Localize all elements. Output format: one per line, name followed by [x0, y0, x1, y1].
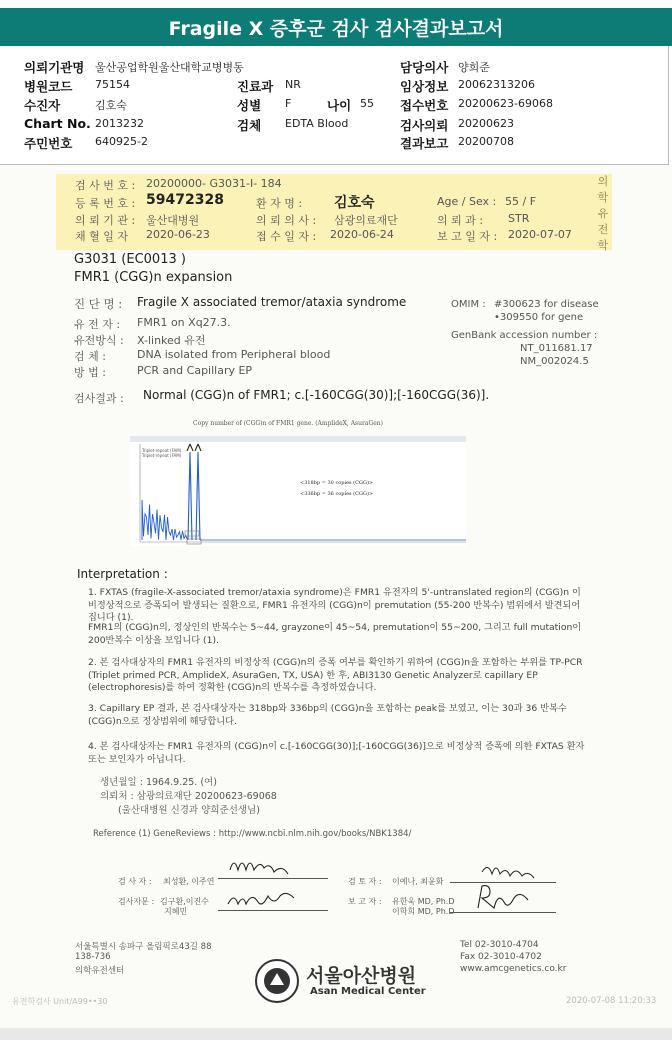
specimen-detail-value: DNA isolated from Peripheral blood	[137, 348, 331, 361]
test-code: G3031 (EC0013 )	[74, 252, 186, 267]
age-sex-label: Age / Sex :	[437, 195, 497, 208]
inst-label: 의 뢰 기 관 :	[75, 214, 136, 227]
hospital-name-kr: 서울아산병원	[306, 965, 417, 987]
reviewer-value: 이예나, 최윤화	[392, 877, 444, 886]
advisor-signature-stroke	[228, 893, 294, 904]
address-line-1: 서울특별시 송파구 올림픽로43길 88	[75, 942, 212, 952]
examiner-label: 검 사 자 :	[118, 877, 152, 886]
annotation-318bp: <318bp = 30 copies (CGG)>	[300, 480, 374, 486]
hospital-code-value: 75154	[95, 78, 130, 91]
interpretation-item-1: 1. FXTAS (fragile-X-associated tremor/ataxia syndrome)은 FMR1 유전자의 5'-untranslated region의 (CGG)n 이 비정상적으로 증폭되어 발생되는 질환으로, FMR1 유전자의 (CGG)n이 premutation (55-200 반복수) 범위에서 발견되어집니다 (1).	[88, 587, 581, 623]
chart-no-label: Chart No.	[24, 116, 91, 131]
receipt-no-value: 20200623-69068	[458, 97, 553, 110]
inheritance-label: 유전방식 :	[74, 334, 124, 347]
chart-title: Copy number of (CGG)n of FMR1 gene. (AmplideX, AsuraGen)	[193, 420, 383, 427]
examiner-sign-line	[218, 878, 328, 879]
result-label: 검사결과 :	[74, 392, 124, 405]
patient-label: 수진자	[24, 98, 61, 113]
age-value: 55	[360, 97, 374, 110]
reporter-label: 보 고 자 :	[348, 897, 382, 906]
reporter-sign-line	[450, 912, 556, 913]
report-date-label: 결과보고	[400, 136, 449, 151]
institution-value: 울산공업학원울산대학교병병동	[95, 61, 244, 74]
legend-entry-1: Triplet-repeat (FAM)	[142, 448, 182, 453]
method-label: 방 법 :	[74, 366, 106, 379]
chart-no-value: 2013232	[95, 117, 144, 130]
age-label: 나이	[327, 98, 352, 113]
inheritance-value: X-linked 유전	[137, 334, 206, 347]
test-name: FMR1 (CGG)n expansion	[74, 270, 233, 285]
peak-size-labels	[184, 530, 204, 546]
req-doctor-value: 삼광의료재단	[334, 214, 398, 227]
requester-line-2: (울산대병원 신경과 양희준선생님)	[118, 805, 260, 816]
reporter-value-2: 이학희 MD, Ph.D	[392, 907, 455, 916]
result-value: Normal (CGG)n of FMR1; c.[-160CGG(30)];[-160CGG(36)].	[143, 388, 490, 402]
reviewer-signature-stroke	[482, 867, 534, 878]
advisor-sign-line	[218, 910, 328, 911]
reg-no-value: 59472328	[146, 192, 224, 208]
report-date-box-value: 2020-07-07	[508, 228, 572, 241]
contact-web: www.amcgenetics.co.kr	[460, 964, 567, 974]
advisor-value-2: 지혜민	[164, 907, 188, 916]
chart-ruler	[130, 436, 466, 442]
interpretation-title: Interpretation :	[77, 567, 168, 581]
department-label: 진료과	[237, 79, 274, 94]
omim-disease: #300623 for disease	[494, 299, 599, 310]
req-doctor-label: 의 뢰 의 사 :	[256, 214, 317, 227]
advisor-label: 검사자문 :	[118, 897, 155, 906]
diagnosis-value: Fragile X associated tremor/ataxia syndrome	[137, 295, 407, 309]
dept-value: STR	[508, 212, 530, 225]
specimen-label: 검체	[237, 118, 262, 133]
dept-label: 의 뢰 과 :	[437, 214, 484, 227]
test-no-label: 검 사 번 호 :	[75, 179, 136, 192]
reference-line: Reference (1) GeneReviews : http://www.ncbi.nlm.nih.gov/books/NBK1384/	[93, 829, 412, 839]
asan-foundation-seal-icon	[254, 958, 300, 1004]
advisor-value: 김구환,이진수	[160, 897, 209, 906]
receipt-value: 2020-06-24	[330, 228, 394, 241]
diagnosis-label: 진 단 명 :	[74, 297, 123, 311]
omim-label: OMIM :	[451, 299, 486, 310]
omim-gene: •309550 for gene	[494, 312, 584, 323]
peak-size-box-1	[185, 531, 199, 536]
examiner-value: 최성환, 이주연	[163, 877, 215, 886]
department-value: NR	[285, 78, 301, 91]
interpretation-item-3: 3. Capillary EP 결과, 본 검사대상자는 318bp와 336bp의 (CGG)n을 포함하는 peak를 보였고, 이는 30과 36 반복수 (CGG)n으로 정상범위에 해당합니다.	[88, 703, 567, 727]
legend-entry-2: Triplet-repeat (FAM)	[142, 453, 182, 458]
collect-label: 채 혈 일 자	[75, 230, 128, 243]
reporter-signature-stroke	[478, 886, 528, 908]
sex-label: 성별	[237, 98, 262, 113]
gene-label: 유 전 자 :	[74, 318, 121, 331]
interpretation-item-1b: FMR1의 (CGG)n의, 정상인의 반복수는 5~44, grayzone이 45~54, premutation이 55~200, 그리고 full mutation이 200반복수 이상을 보입니다 (1).	[88, 622, 582, 646]
receipt-label: 접 수 일 자 :	[256, 230, 317, 243]
contact-tel: Tel 02-3010-4704	[460, 940, 539, 950]
bottom-scroll-edge	[0, 1028, 672, 1040]
address-line-2: 138-736	[75, 952, 111, 962]
birth-line: 생년월일 : 1964.9.25. (여)	[100, 777, 217, 788]
reporter-value: 유한욱 MD, Ph.D	[392, 897, 455, 906]
genbank-nt: NT_011681.17	[520, 343, 593, 354]
interpretation-item-2: 2. 본 검사대상자의 FMR1 유전자의 비정상적 (CGG)n의 증폭 여부를 확인하기 위하여 (CGG)n을 포함하는 부위를 TP-PCR (Triplet primed PCR, AmplideX, AsuraGen, TX, USA) 한 후, ABI3130 Genetic Analyzer로 capillary EP (electrophoresis)를 하여 정확한 (CGG)n의 반복수를 측정하였습니다.	[88, 657, 583, 693]
age-sex-value: 55 / F	[505, 195, 537, 208]
request-date-value: 20200623	[458, 117, 514, 130]
hospital-code-label: 병원코드	[24, 79, 73, 94]
reviewer-label: 검 토 자 :	[348, 877, 382, 886]
id-no-label: 주민번호	[24, 136, 73, 151]
report-date-box-label: 보 고 일 자 :	[437, 230, 498, 243]
report-title: Fragile X 증후군 검사 검사결과보고서	[0, 8, 672, 46]
id-no-value: 640925-2	[95, 135, 148, 148]
clinical-info-value: 20062313206	[458, 78, 535, 91]
report-date-value: 20200708	[458, 135, 514, 148]
patient-name-label: 환 자 명 :	[256, 197, 303, 210]
sex-value: F	[285, 97, 292, 110]
doctor-label: 담당의사	[400, 60, 449, 75]
gene-value: FMR1 on Xq27.3.	[137, 316, 231, 329]
footer-timestamp: 2020-07-08 11:20:33	[566, 996, 657, 1006]
method-value: PCR and Capillary EP	[137, 364, 253, 377]
footer-left-stamp: 유전학검사 Unit/A99••30	[12, 997, 108, 1006]
examiner-signature	[222, 850, 312, 878]
requester-line: 의뢰처 : 삼광의료재단 20200623-69068	[100, 791, 277, 802]
address-line-3: 의학유전센터	[75, 966, 125, 976]
genbank-label: GenBank accession number :	[451, 330, 598, 341]
request-date-label: 검사의뢰	[400, 118, 449, 133]
scanned-report	[0, 166, 672, 1028]
interpretation-item-4: 4. 본 검사대상자는 FMR1 유전자의 (CGG)n이 c.[-160CGG(30)];[-160CGG(36)]으로 비정상적 증폭에 의한 FXTAS 환자 또는 보인자가 아닙니다.	[88, 741, 585, 765]
collect-value: 2020-06-23	[146, 228, 210, 241]
reg-no-label: 등 록 번 호 :	[75, 197, 136, 210]
hospital-name-en: Asan Medical Center	[310, 986, 426, 997]
inst-value: 울산대병원	[146, 214, 200, 227]
peak-size-box-2	[187, 539, 201, 544]
electropherogram-chart	[130, 436, 466, 546]
patient-name-value: 김호숙	[334, 195, 375, 211]
reporter-signature	[468, 878, 548, 914]
specimen-value: EDTA Blood	[285, 117, 349, 130]
receipt-no-label: 접수번호	[400, 98, 449, 113]
test-no-value: 20200000- G3031-I- 184	[146, 177, 282, 190]
institution-label: 의뢰기관명	[24, 60, 85, 75]
clinical-info-label: 임상정보	[400, 79, 449, 94]
specimen-detail-label: 검 체 :	[74, 350, 106, 363]
contact-fax: Fax 02-3010-4702	[460, 952, 542, 962]
annotation-336bp: <336bp = 36 copies (CGG)>	[300, 491, 374, 497]
doctor-value: 양희준	[458, 61, 490, 74]
genetics-side-stamp: 의학유전학	[597, 175, 609, 252]
genbank-nm: NM_002024.5	[520, 356, 589, 367]
examiner-signature-stroke	[230, 863, 288, 874]
patient-value: 김호숙	[95, 99, 127, 112]
